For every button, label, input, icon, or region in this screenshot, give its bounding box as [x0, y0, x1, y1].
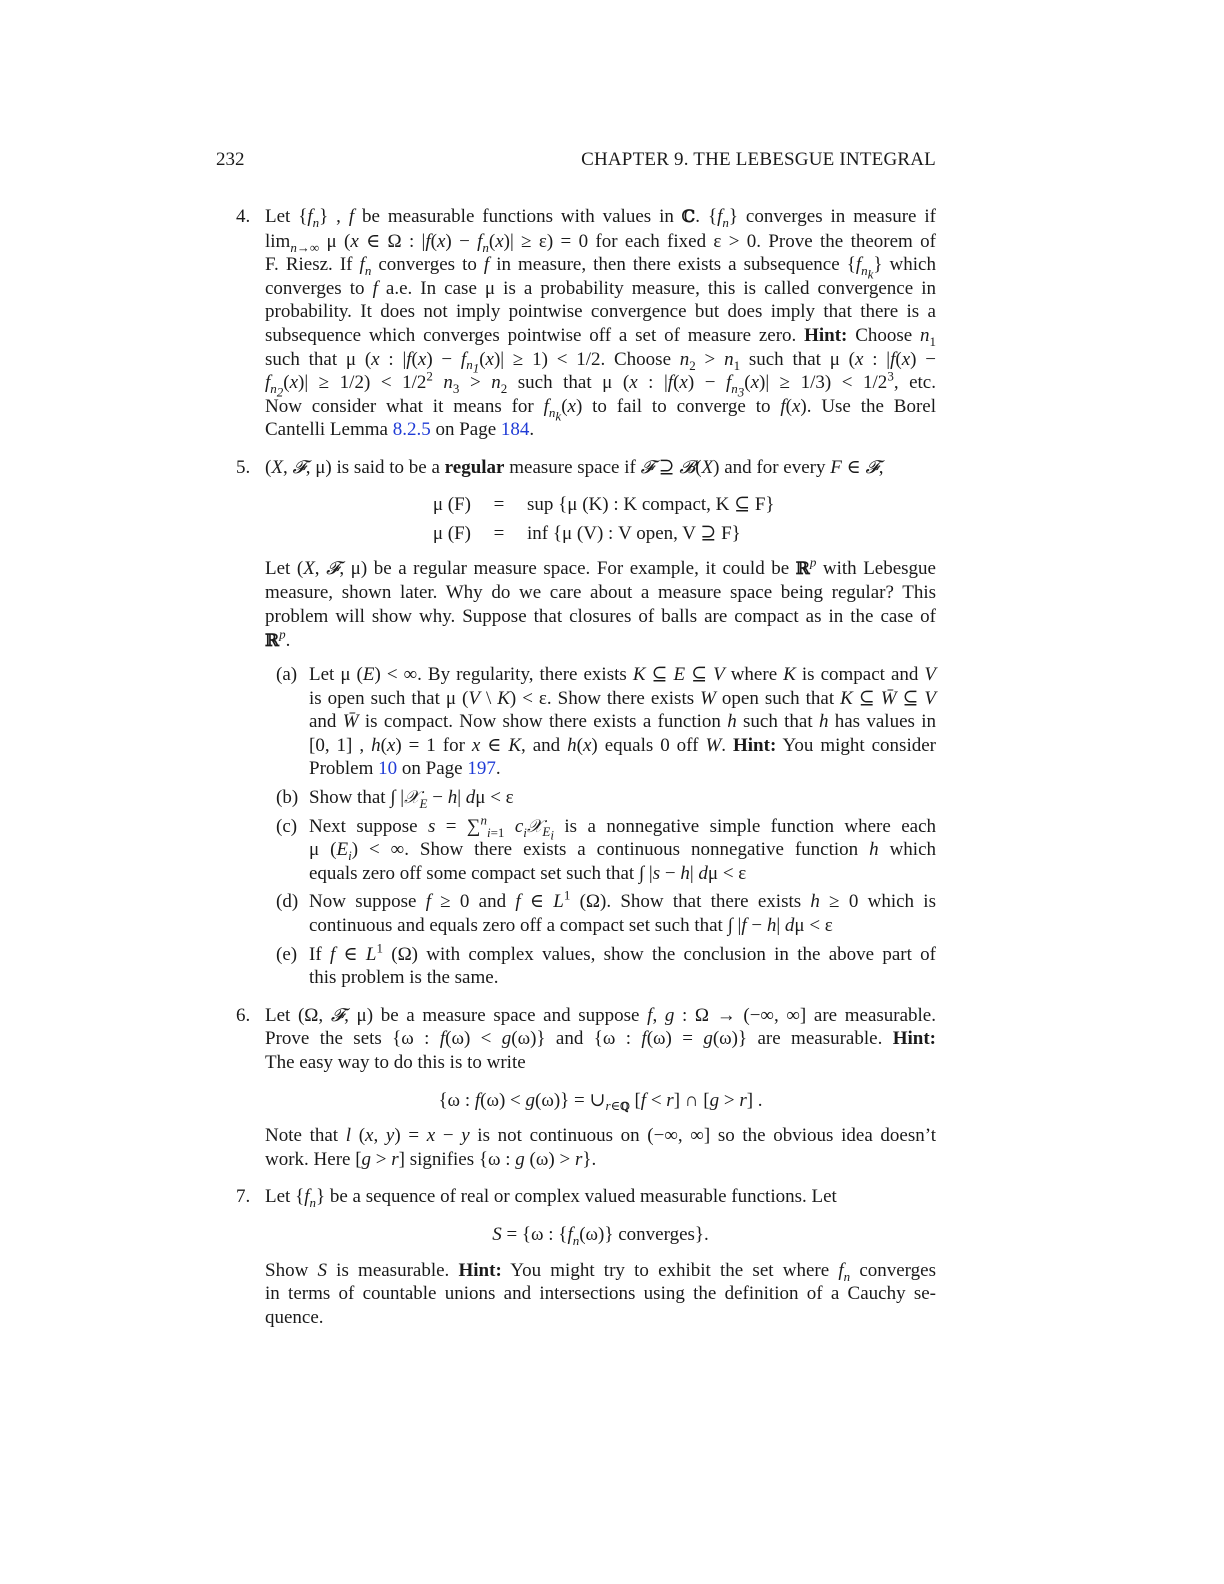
problem-5-line-1: (X, 𝓕, μ) is said to be a regular measure space if 𝓕 ⊇ 𝓑(X) and for every F ∈ 𝓕,: [265, 456, 884, 478]
problem-number: 4.: [236, 206, 251, 227]
part-label: (c): [276, 815, 298, 837]
problem-4-line-7: such that μ (x : $|f(x) - f_{n_1}(x)| \ge 1) < 1/2$. Choose $n_2 > n_1$ such that μ (x : |f(x) −: [265, 348, 936, 376]
part-label: (d): [276, 891, 299, 913]
problem-number: 7.: [236, 1186, 251, 1208]
page-header: [216, 148, 936, 172]
part-c-line-2: μ $(E_i)$ < ∞. Show there exists a continuous nonnegative function h which: [309, 839, 936, 864]
problem-4-line-6: subsequence which converges pointwise off a set of measure zero. Hint: Choose $n_1$: [265, 324, 937, 349]
problem-7-line-1: Let $\{f_n\}$ be a sequence of real or complex valued measurable functions. Let: [265, 1186, 837, 1211]
problem-5-line-5: ℝ$^p$.: [265, 626, 291, 651]
running-head: CHAPTER 9. THE LEBESGUE INTEGRAL: [581, 149, 936, 170]
problem-6: [236, 1004, 936, 1172]
problem-6-line-5: work. Here [g > r] signifies {ω : g (ω) > r}.: [265, 1148, 597, 1170]
part-a-line-2: is open such that μ (V \ K) < ε. Show there exists W open such that K ⊆ W̄ ⊆ V: [309, 687, 937, 709]
part-b-line-1: Show that ∫ |𝒳$_E$ − h| dμ < ε: [309, 787, 514, 811]
part-a-line-5: Problem 10 on Page 197.: [309, 758, 501, 780]
problem-6-line-2: Prove the sets {ω : f(ω) < g(ω)} and {ω : f(ω) = g(ω)} are measurable. Hint:: [265, 1028, 936, 1050]
part-a-line-3: and W̄ is compact. Now show there exists a function h such that h has values in: [309, 711, 937, 733]
problem-number: 6.: [236, 1004, 251, 1026]
problem-6-line-1: Let (Ω, 𝓕, μ) be a measure space and suppose f, g : Ω → (−∞, ∞] are measurable.: [265, 1004, 936, 1026]
page-number: 232: [216, 149, 245, 170]
lemma-link[interactable]: 8.2.5: [392, 419, 431, 441]
part-b: [265, 786, 936, 810]
part-label: (a): [276, 664, 298, 686]
part-d-line-2: continuous and equals zero off a compact set such that ∫ |f − h| dμ < ε: [309, 915, 833, 937]
problem-7-line-4: quence.: [265, 1306, 324, 1328]
problem-4-line-2: $\lim_{n\to\infty} \mu$ (x ∈ Ω : $|f(x) - f_n(x)| \ge \varepsilon) = 0$ for each fixed ε > 0. Prove the theorem of: [265, 230, 936, 255]
eq-lhs: μ (F): [432, 493, 471, 515]
problem-5-parts: [265, 663, 936, 990]
part-e-line-2: this problem is the same.: [309, 967, 499, 989]
part-d: [265, 890, 936, 937]
problem-6-display: {ω : $f(\omega) < g(\omega)\} = \cup_{r\in ℚ}$ [f < r] ∩ [g > r] .: [438, 1089, 763, 1114]
problem-link[interactable]: 10: [378, 758, 398, 780]
part-c-line-1: Next suppose s = ∑$^n_{i=1}$ $c_i𝒳_{E_i}$ is a nonnegative simple function where each: [309, 812, 937, 844]
problem-6-line-3: The easy way to do this is to write: [265, 1052, 526, 1073]
problem-list: [236, 205, 936, 1342]
part-c-line-3: equals zero off some compact set such that ∫ |s − h| dμ < ε: [309, 862, 747, 884]
problem-4-line-3: F. Riesz. If $f_n$ converges to f in measure, then there exists a subsequence $\{f_{n_k}\}$ which: [265, 254, 936, 282]
problem-7: [236, 1185, 936, 1329]
equation-outer-regularity: [413, 519, 775, 549]
problem-7-display: S = {ω : $\{f_n(\omega)\}$ converges}.: [492, 1223, 709, 1248]
problem-4-line-5: probability. It does not imply pointwise convergence but does imply that there is a: [265, 301, 936, 323]
problem-5-line-2: Let (X, 𝓕, μ) be a regular measure space. For example, it could be ℝ$^p$ with Lebesgue: [265, 554, 936, 579]
hint-label: Hint:: [804, 324, 848, 346]
problem-6-line-4: Note that l (x, y) = x − y is not continuous on (−∞, ∞] so the obvious idea doesn’t: [265, 1125, 937, 1147]
problem-4-line-1: Let $\{f_n\}$ , f be measurable functions with values in ℂ. $\{f_n\}$ converges in measure if: [265, 206, 937, 230]
eq-rhs: inf {μ (V) : V open, V ⊇ F}: [527, 523, 741, 545]
part-a-line-4: [0, 1] , h(x) = 1 for x ∈ K, and h(x) equals 0 off W. Hint: You might consider: [309, 734, 936, 756]
page-link[interactable]: 197: [467, 758, 496, 780]
part-label: (e): [276, 943, 298, 965]
problem-number: 5.: [236, 456, 251, 478]
part-e: [265, 940, 936, 990]
problem-4-line-9: Now consider what it means for $f_{n_k}(x)$ to fail to converge to f(x). Use the Borel: [265, 395, 936, 424]
regularity-equations: [265, 490, 936, 549]
problem-5-line-3: measure, shown later. Why do we care about a measure space being regular? This: [265, 582, 936, 604]
eq-rel: =: [493, 493, 505, 515]
problem-5-line-4: problem will show why. Suppose that closures of balls are compact as in the case of: [265, 605, 936, 627]
part-a-line-1: Let μ (E) < ∞. By regularity, there exists K ⊆ E ⊆ V where K is compact and V: [309, 664, 937, 686]
regular-term: regular: [444, 456, 505, 478]
equation-inner-regularity: [413, 490, 775, 520]
part-label: (b): [276, 787, 299, 809]
problem-4: [236, 205, 936, 442]
part-e-line-1: If f ∈ $L^1$ (Ω) with complex values, show the conclusion in the above part of: [309, 940, 936, 965]
eq-lhs: μ (F): [432, 523, 471, 545]
problem-4-line-10: Cantelli Lemma 8.2.5 on Page 184.: [265, 419, 535, 441]
problem-7-line-2: Show S is measurable. Hint: You might try to exhibit the set where $f_n$ converges: [265, 1259, 936, 1284]
problem-4-line-4: converges to f a.e. In case μ is a probability measure, this is called convergence in: [265, 277, 936, 299]
problem-4-line-8: $f_{n_2}(x)| \ge 1/2) < 1/2^2$ $n_3 > n_2$ such that μ (x : $|f(x) - f_{n_3}(x)| \ge 1/3) < 1/2^3$, etc.: [265, 368, 936, 400]
eq-rhs: sup {μ (K) : K compact, K ⊆ F}: [527, 493, 775, 515]
eq-rel: =: [493, 523, 505, 545]
part-c: [265, 812, 937, 886]
page-link[interactable]: 184: [500, 419, 530, 441]
problem-5: [236, 456, 936, 990]
part-d-line-1: Now suppose f ≥ 0 and f ∈ $L^1$ (Ω). Show that there exists h ≥ 0 which is: [309, 888, 936, 913]
problem-7-line-3: in terms of countable unions and intersections using the definition of a Cauchy se-: [265, 1283, 936, 1305]
part-a: [265, 663, 936, 781]
